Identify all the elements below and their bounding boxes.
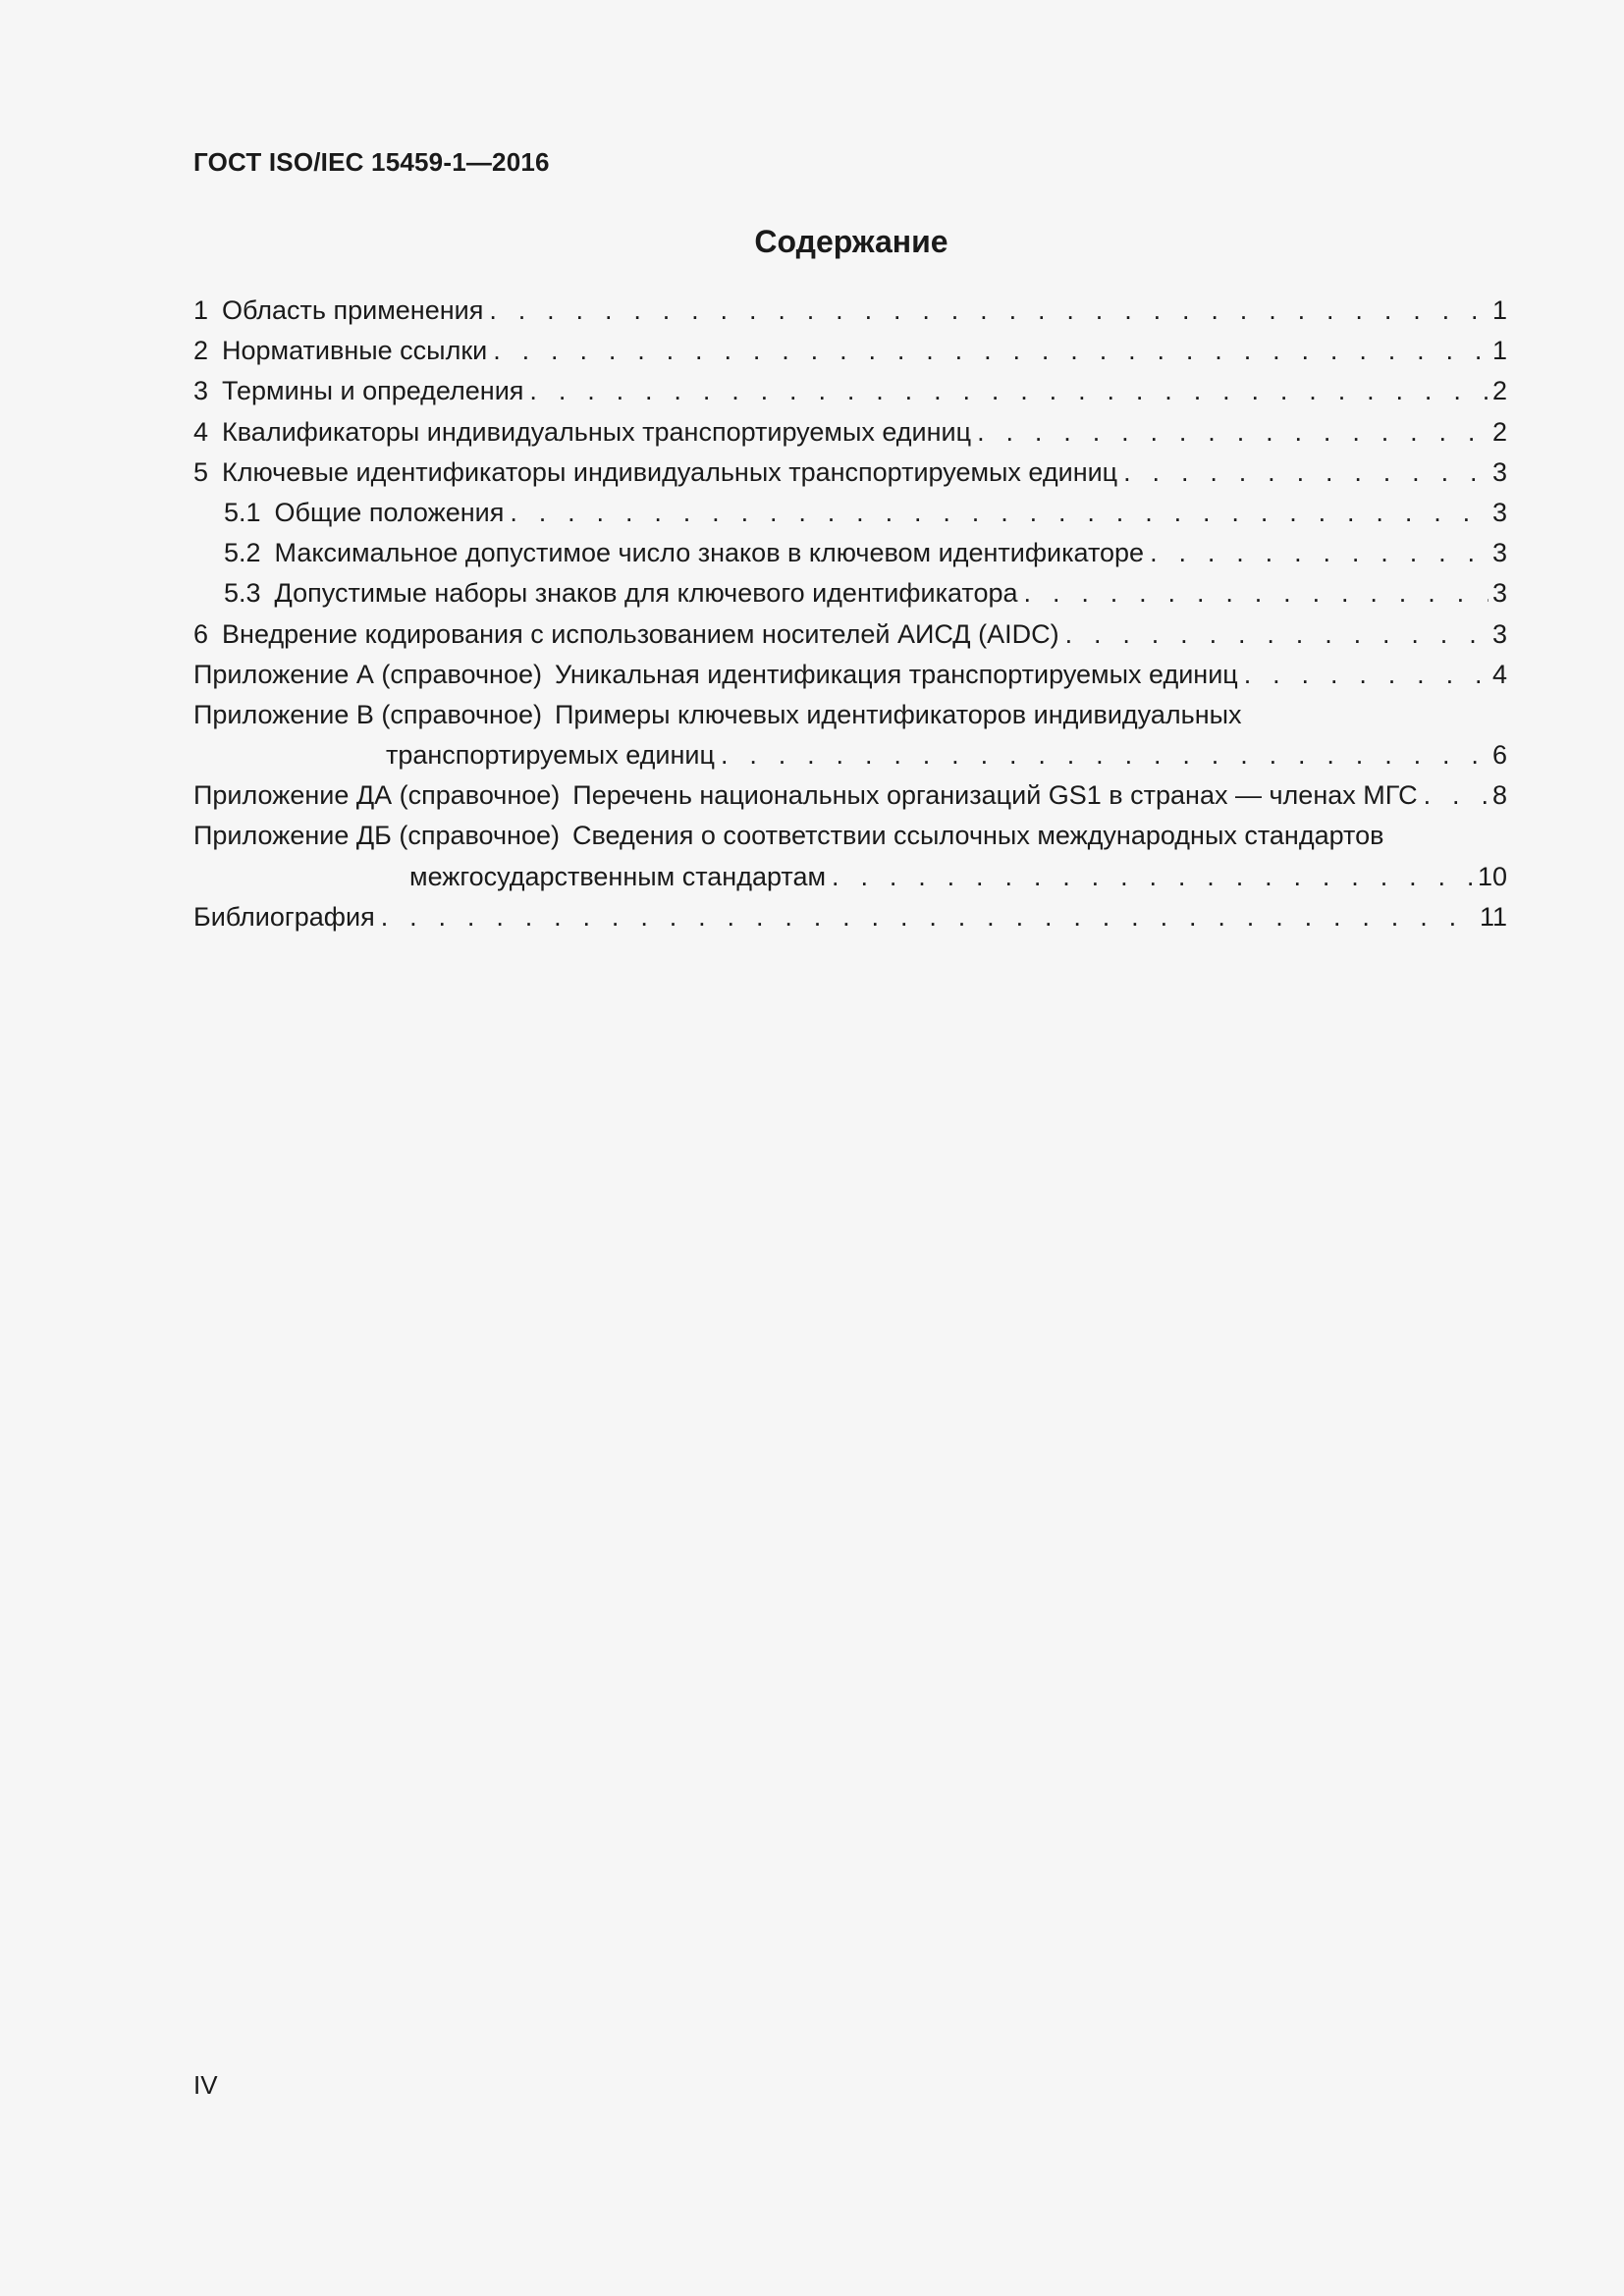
- toc-entry-text: Максимальное допустимое число знаков в ключевом идентификаторе: [274, 538, 1145, 568]
- dot-leader: [510, 493, 1489, 533]
- toc-bibliography[interactable]: [193, 897, 1507, 937]
- annex-title-continuation: межгосударственным стандартам: [409, 861, 827, 891]
- toc-entry-page: 3: [1491, 538, 1507, 568]
- page-number: IV: [193, 2070, 218, 2100]
- toc-entry-page: 3: [1491, 618, 1507, 649]
- annex-label: Приложение В (справочное): [193, 699, 542, 729]
- document-header: ГОСТ ISO/IEC 15459-1—2016: [193, 147, 550, 177]
- toc-entry-number: 1: [193, 295, 209, 325]
- dot-leader: [1244, 655, 1489, 695]
- toc-entry-text: Область применения: [222, 295, 484, 325]
- dot-leader: [1150, 533, 1489, 573]
- annex-title: Уникальная идентификация транспортируемых единиц: [554, 659, 1238, 689]
- toc-entry-page: 2: [1491, 376, 1507, 406]
- annex-label: Приложение А (справочное): [193, 659, 542, 689]
- toc-annex-da[interactable]: [193, 775, 1507, 816]
- dot-leader: [493, 331, 1489, 371]
- toc-entry-number: 5.1: [224, 497, 261, 527]
- annex-title-continuation: транспортируемых единиц: [386, 740, 715, 771]
- toc-entry-page: 3: [1491, 456, 1507, 487]
- toc-entry-page: 1: [1491, 336, 1507, 366]
- toc-entry-number: 6: [193, 618, 209, 649]
- toc-subentry[interactable]: [193, 493, 1507, 533]
- toc-entry-number: 5: [193, 456, 209, 487]
- dot-leader: [1065, 614, 1489, 655]
- annex-title: Примеры ключевых идентификаторов индивидуальных: [554, 699, 1242, 729]
- toc-entry-text: Ключевые идентификаторы индивидуальных транспортируемых единиц: [222, 456, 1118, 487]
- toc-annex-b-continuation[interactable]: [193, 735, 1507, 775]
- toc-entry-text: Термины и определения: [222, 376, 524, 406]
- toc-entry-page: 6: [1491, 740, 1507, 771]
- toc-entry-number: 4: [193, 416, 209, 447]
- dot-leader: [832, 857, 1474, 897]
- dot-leader: [489, 291, 1489, 331]
- toc-annex-b[interactable]: [193, 695, 1507, 735]
- toc-entry-text: Допустимые наборы знаков для ключевого идентификатора: [274, 578, 1018, 609]
- toc-entry-page: 3: [1491, 578, 1507, 609]
- toc-subentry[interactable]: [193, 533, 1507, 573]
- annex-label: Приложение ДБ (справочное): [193, 821, 560, 851]
- toc-annex-db-continuation[interactable]: [193, 857, 1507, 897]
- toc-entry[interactable]: [193, 291, 1507, 331]
- toc-entry[interactable]: [193, 331, 1507, 371]
- toc-entry-page: 10: [1477, 861, 1507, 891]
- dot-leader: [381, 897, 1476, 937]
- toc-entry-text: Общие положения: [274, 497, 505, 527]
- dot-leader: [1123, 453, 1489, 493]
- annex-title: Сведения о соответствии ссылочных международных стандартов: [571, 821, 1384, 851]
- bibliography-label: Библиография: [193, 901, 375, 932]
- toc-entry-page: 11: [1479, 901, 1507, 932]
- toc-entry[interactable]: [193, 371, 1507, 411]
- toc-entry-number: 5.2: [224, 538, 261, 568]
- toc-entry-page: 8: [1491, 780, 1507, 811]
- dot-leader: [1424, 775, 1489, 816]
- toc-entry-text: Внедрение кодирования с использованием носителей АИСД (AIDC): [222, 618, 1059, 649]
- toc-entry-number: 2: [193, 336, 209, 366]
- toc-title: Содержание: [754, 224, 948, 259]
- toc-entry[interactable]: [193, 614, 1507, 655]
- toc-entry[interactable]: [193, 412, 1507, 453]
- toc-entry-text: Квалификаторы индивидуальных транспортируемых единиц: [222, 416, 972, 447]
- toc-subentry[interactable]: [193, 573, 1507, 614]
- toc-entry-page: 1: [1491, 295, 1507, 325]
- dot-leader: [1024, 573, 1489, 614]
- toc-entry-text: Нормативные ссылки: [222, 336, 488, 366]
- toc-annex-db[interactable]: [193, 816, 1507, 856]
- toc-entry-page: 4: [1491, 659, 1507, 689]
- table-of-contents: [193, 291, 1507, 937]
- annex-title: Перечень национальных организаций GS1 в странах — членах МГС: [572, 780, 1418, 811]
- toc-entry-number: 3: [193, 376, 209, 406]
- toc-entry[interactable]: [193, 453, 1507, 493]
- toc-annex-a[interactable]: [193, 655, 1507, 695]
- toc-entry-page: 2: [1491, 416, 1507, 447]
- dot-leader: [721, 735, 1489, 775]
- toc-entry-page: 3: [1491, 497, 1507, 527]
- dot-leader: [529, 371, 1489, 411]
- dot-leader: [977, 412, 1489, 453]
- toc-entry-number: 5.3: [224, 578, 261, 609]
- annex-label: Приложение ДА (справочное): [193, 780, 561, 811]
